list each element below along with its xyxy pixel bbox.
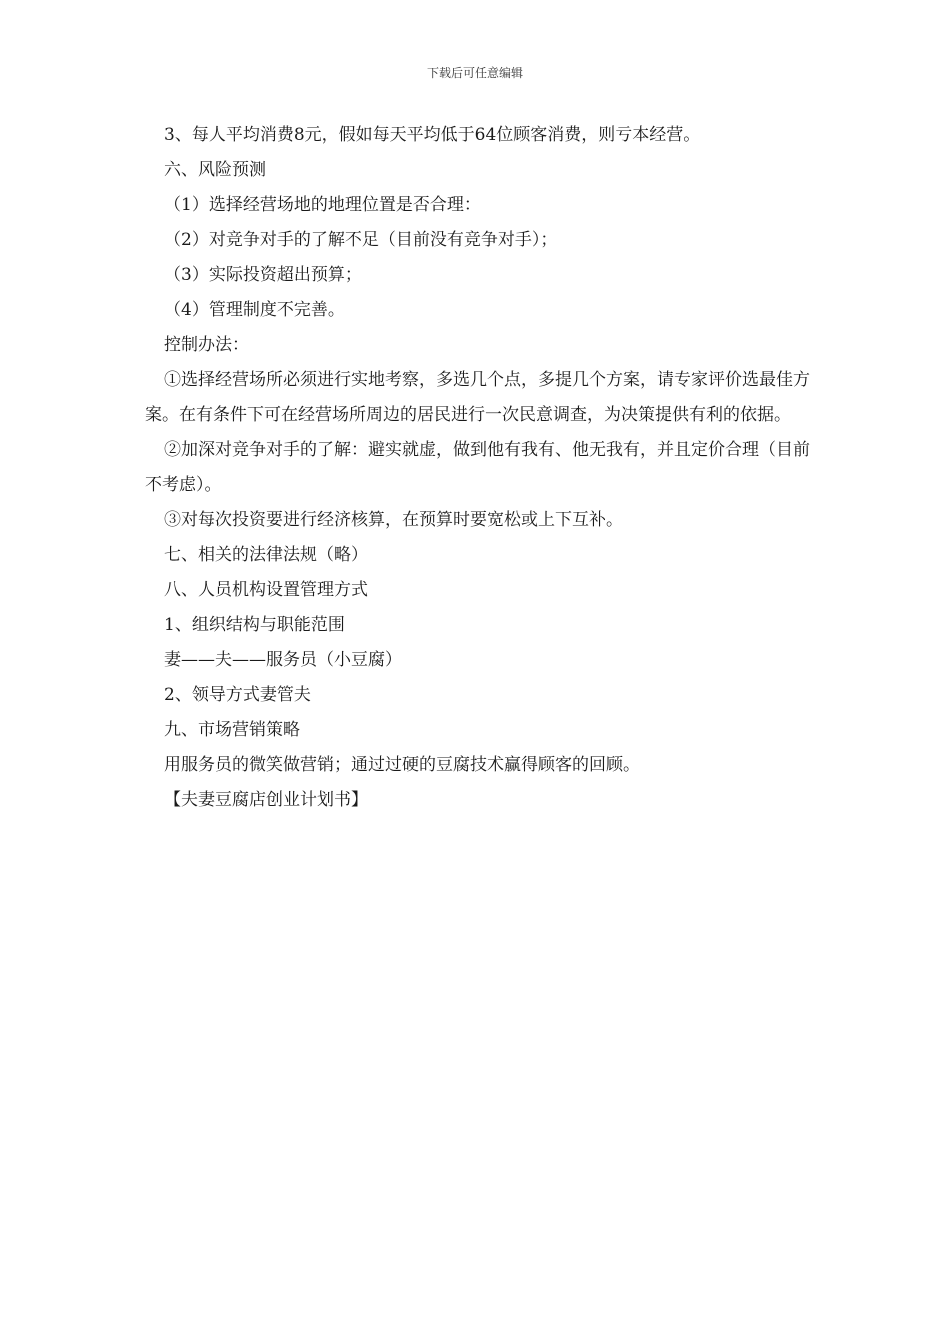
marketing-strategy: 用服务员的微笑做营销；通过过硬的豆腐技术赢得顾客的回顾。 [164,755,640,775]
heading-organization: 八、人员机构设置管理方式 [164,580,368,600]
heading-control-methods: 控制办法： [164,335,249,355]
org-structure-chain: 妻——夫——服务员（小豆腐） [164,650,402,670]
org-structure-title: 1、组织结构与职能范围 [164,615,345,635]
heading-marketing: 九、市场营销策略 [164,720,300,740]
heading-laws: 七、相关的法律法规（略） [164,545,368,565]
risk-item-2: （2）对竞争对手的了解不足（目前没有竞争对手）； [164,230,558,250]
document-body [145,118,810,818]
page-header-note: 下载后可任意编辑 [426,66,523,80]
control-method-2: ②加深对竞争对手的了解：避实就虚，做到他有我有、他无我有，并且定价合理（目前不考虑）。 [145,440,810,495]
control-method-3: ③对每次投资要进行经济核算，在预算时要宽松或上下互补。 [164,510,623,530]
risk-item-3: （3）实际投资超出预算； [164,265,362,285]
control-method-1: ①选择经营场所必须进行实地考察，多选几个点，多提几个方案，请专家评价选最佳方案。在有条件下可在经营场所周边的居民进行一次民意调查，为决策提供有利的依据。 [145,370,810,425]
paragraph-cost-breakeven: 3、每人平均消费8元，假如每天平均低于64位顾客消费，则亏本经营。 [164,125,701,145]
risk-item-1: （1）选择经营场地的地理位置是否合理： [164,195,481,215]
heading-risk-forecast: 六、风险预测 [164,160,266,180]
leadership-style: 2、领导方式妻管夫 [164,685,311,705]
risk-item-4: （4）管理制度不完善。 [164,300,345,320]
document-title-tag: 【夫妻豆腐店创业计划书】 [164,790,368,810]
